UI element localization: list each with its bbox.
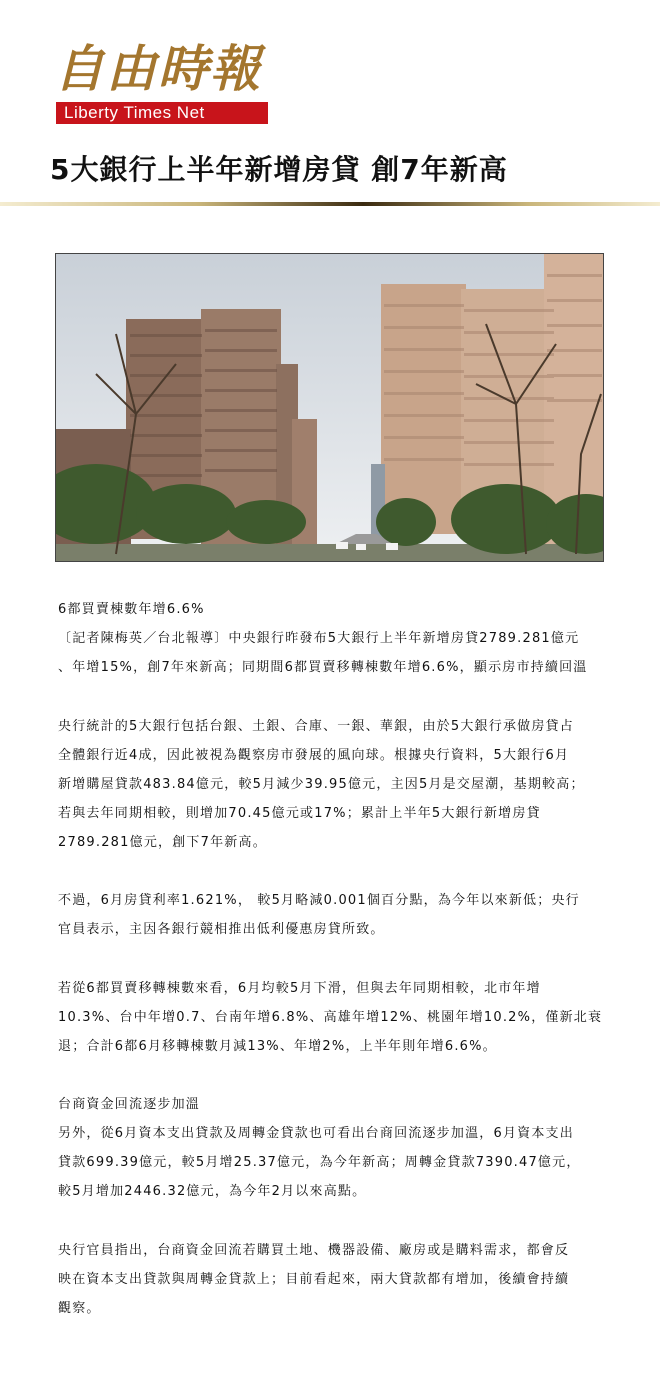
paragraph-line: 貸款699.39億元，較5月增25.37億元，為今年新高；周轉金貸款7390.47億元，	[58, 1155, 581, 1170]
paragraph-line: 不過，6月房貸利率1.621%， 較5月略減0.001個百分點，為今年以來新低；央行	[58, 893, 580, 908]
paragraph-line: 〔記者陳梅英／台北報導〕中央銀行昨發布5大銀行上半年新增房貸2789.281億元	[58, 631, 580, 646]
paragraph-line: 若與去年同期相較，則增加70.45億元或17%；累計上半年5大銀行新增房貸	[58, 806, 541, 821]
paragraph-line: 10.3%、台中年增0.7、台南年增6.8%、高雄年增12%、桃園年增10.2%，僅新北衰	[58, 1010, 603, 1025]
paragraph-line: 觀察。	[58, 1301, 101, 1316]
paragraph-line: 若從6都買賣移轉棟數來看，6月均較5月下滑，但與去年同期相較，北市年增	[58, 981, 541, 996]
paragraph-line: 官員表示，主因各銀行競相推出低利優惠房貸所致。	[58, 922, 385, 937]
paragraph-line: 央行官員指出，台商資金回流若購買土地、機器設備、廠房或是購料需求，都會反	[58, 1243, 570, 1258]
subheading: 台商資金回流逐步加溫	[58, 1097, 201, 1112]
logo-english-bar: Liberty Times Net	[56, 102, 268, 124]
paragraph-line: 央行統計的5大銀行包括台銀、土銀、合庫、一銀、華銀，由於5大銀行承做房貸占	[58, 719, 574, 734]
paragraph-line: 映在資本支出貸款與周轉金貸款上；目前看起來，兩大貸款都有增加，後續會持續	[58, 1272, 570, 1287]
paragraph-line: 新增購屋貸款483.84億元，較5月減少39.95億元，主因5月是交屋潮，基期較高；	[58, 777, 585, 792]
paragraph-line: 較5月增加2446.32億元，為今年2月以來高點。	[58, 1184, 367, 1199]
headline-divider	[0, 202, 660, 206]
paragraph-line: 、年增15%，創7年來新高；同期間6都買賣移轉棟數年增6.6%，顯示房市持續回溫	[58, 660, 588, 675]
paragraph-line: 另外，從6月資本支出貸款及周轉金貸款也可看出台商回流逐步加溫，6月資本支出	[58, 1126, 574, 1141]
article-headline: 5大銀行上半年新增房貸 創7年新高	[50, 153, 508, 186]
subheading: 6都買賣棟數年增6.6%	[58, 602, 205, 617]
logo-chinese-text: 自由時報	[54, 39, 262, 98]
site-logo[interactable]	[54, 38, 268, 126]
paragraph-line: 退；合計6都6月移轉棟數月減13%、年增2%，上半年則年增6.6%。	[58, 1039, 497, 1054]
paragraph-line: 全體銀行近4成，因此被視為觀察房市發展的風向球。根據央行資料，5大銀行6月	[58, 748, 570, 763]
article-photo	[55, 253, 604, 562]
paragraph-line: 2789.281億元，創下7年新高。	[58, 835, 267, 850]
